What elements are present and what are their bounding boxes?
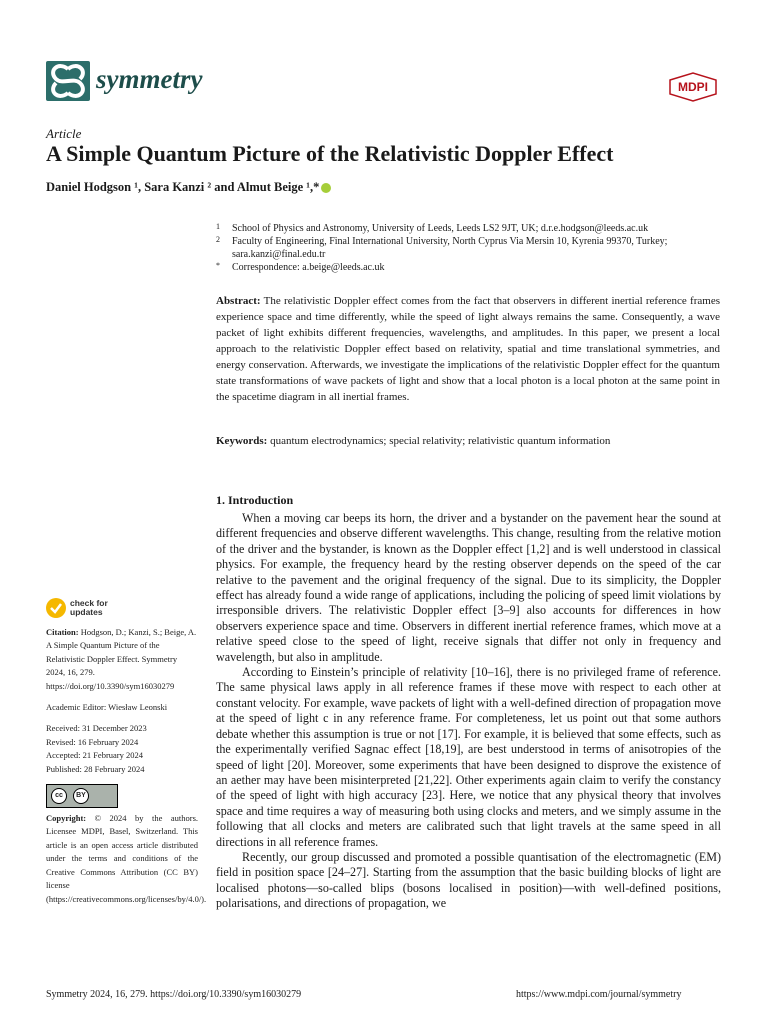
affiliation-row: 2 Faculty of Engineering, Final International University, North Cyprus Via Mersin 10, Kyrenia 99370, Turkey; sara.kanzi@final.edu.tr xyxy=(216,235,668,260)
sidebar xyxy=(46,626,207,906)
keywords xyxy=(216,433,720,449)
cc-icon: cc xyxy=(51,788,67,804)
abstract-label: Abstract: xyxy=(216,295,261,307)
section-heading: 1. Introduction xyxy=(216,493,294,507)
keywords-label: Keywords: xyxy=(216,435,268,447)
affiliations xyxy=(216,222,716,274)
cc-by-license-badge[interactable] xyxy=(46,784,118,808)
check-updates-icon xyxy=(46,598,66,618)
check-for-updates-button[interactable]: check for updates xyxy=(46,598,108,618)
mdpi-text: MDPI xyxy=(678,80,708,94)
article-type: Article xyxy=(46,126,82,141)
orcid-icon[interactable] xyxy=(321,183,331,193)
authors-text[interactable]: Daniel Hodgson ¹, Sara Kanzi ² and Almut Beige ¹,* xyxy=(46,180,320,194)
paragraph: When a moving car beeps its horn, the driver and a bystander on the pavement hear the sound at different frequencies and observe different wavelengths. This change, resulting from the relative motion of the driver and the bystander, is known as the Doppler effect [1,2] and is well understood in classical physics. For example, the frequency heard by the resting observer depends on the speed of the car relative to the pavement and the original frequency of the signal. Due to its simplicity, the Doppler effect has already found a wide range of applications, including the policing of speed limit violations by irresponsible drivers. The relativistic Doppler effect [3–9] also accounts for differences in how observers experience space and time. Observers in different inertial reference frames, which move at a relative speed close to the speed of light, receive signals that differ not only in frequency and wavelength, but also in amplitude. xyxy=(216,511,721,664)
paragraph: According to Einstein’s principle of relativity [10–16], there is no privileged frame of reference. The same physical laws apply in all reference frames if these move with respect to each other at constant velocity. For example, wave packets of light with a well-defined direction of propagation move at the speed of light c in any reference frame. For completeness, let us point out that some authors debate whether this assumption is true or not [17]. For example, it is believed that some effects, such as the experimentally verified Sagnac effect [18,19], are best understood in terms of anisotropies of the speed of light [20]. Moreover, some experiments that have been designed to disprove the existence of an aether may have been misinterpreted [21,22]. Other experiments again claim to verify the constancy of the speed of light with high accuracy [23]. Here, we notice that any physical theory that involves space and time requires a way of measuring both using clocks and meters, and we simply assume in the following that all clocks and meters are calibrated such that light travels at the same speed in all directions in all reference frames. xyxy=(216,665,721,849)
footer-journal-link[interactable]: https://www.mdpi.com/journal/symmetry xyxy=(516,989,682,1000)
affiliation-row: 1 School of Physics and Astronomy, University of Leeds, Leeds LS2 9JT, UK; d.r.e.hodgson@leeds.ac.uk xyxy=(216,222,649,234)
paragraph: Recently, our group discussed and promoted a possible quantisation of the electromagnetic (EM) field in position space [24–27]. Starting from the assumption that the basic building blocks of light are localised photons—so-called blips (bosons localised in position)—with well-defined positions, polarisations, and directions of propagation, we xyxy=(216,849,721,911)
by-icon: BY xyxy=(73,788,89,804)
abstract xyxy=(216,293,720,405)
abstract-text: The relativistic Doppler effect comes from the fact that observers in different inertial reference frames experience space and time differently, while the speed of light always remains the same. Consequently, a wave packet of light exhibits different frequencies, wavelengths, and amplitudes. In this paper, we present a local approach to the relativistic Doppler effect based on relativity, spatial and time translational symmetries, and energy conservation. Afterwards, we investigate the implications of the relativistic Doppler effect for the quantum state transformations of wave packets of light and show that a local photon is a local photon at the same point in the spacetime diagram in all inertial frames. xyxy=(216,295,720,403)
keywords-text: quantum electrodynamics; special relativity; relativistic quantum information xyxy=(270,435,611,447)
journal-logo-icon xyxy=(46,61,90,101)
dates: Received: 31 December 2023 Revised: 16 February 2024 Accepted: 21 February 2024 Published: 28 February 2024 xyxy=(46,723,147,774)
copyright: Copyright: © 2024 by the authors. Licensee MDPI, Basel, Switzerland. This article is an open access article distributed under the terms and conditions of the Creative Commons Attribution (CC BY) license (https://creativecommons.org/licenses/by/4.0/). xyxy=(46,813,207,904)
authors xyxy=(46,180,331,195)
footer-citation: Symmetry 2024, 16, 279. https://doi.org/10.3390/sym16030279 xyxy=(46,989,302,1000)
academic-editor: Academic Editor: Wiesław Leonski xyxy=(46,702,168,713)
citation: Citation: Hodgson, D.; Kanzi, S.; Beige, A. A Simple Quantum Picture of the Relativistic Doppler Effect. Symmetry 2024, 16, 279. https://doi.org/10.3390/sym16030279 xyxy=(46,627,197,691)
mdpi-logo-icon xyxy=(666,72,720,102)
journal-name: symmetry xyxy=(96,64,203,94)
affiliation-row: * Correspondence: a.beige@leeds.ac.uk xyxy=(216,261,385,273)
article-title: A Simple Quantum Picture of the Relativistic Doppler Effect xyxy=(46,141,614,166)
body-text xyxy=(216,511,721,912)
